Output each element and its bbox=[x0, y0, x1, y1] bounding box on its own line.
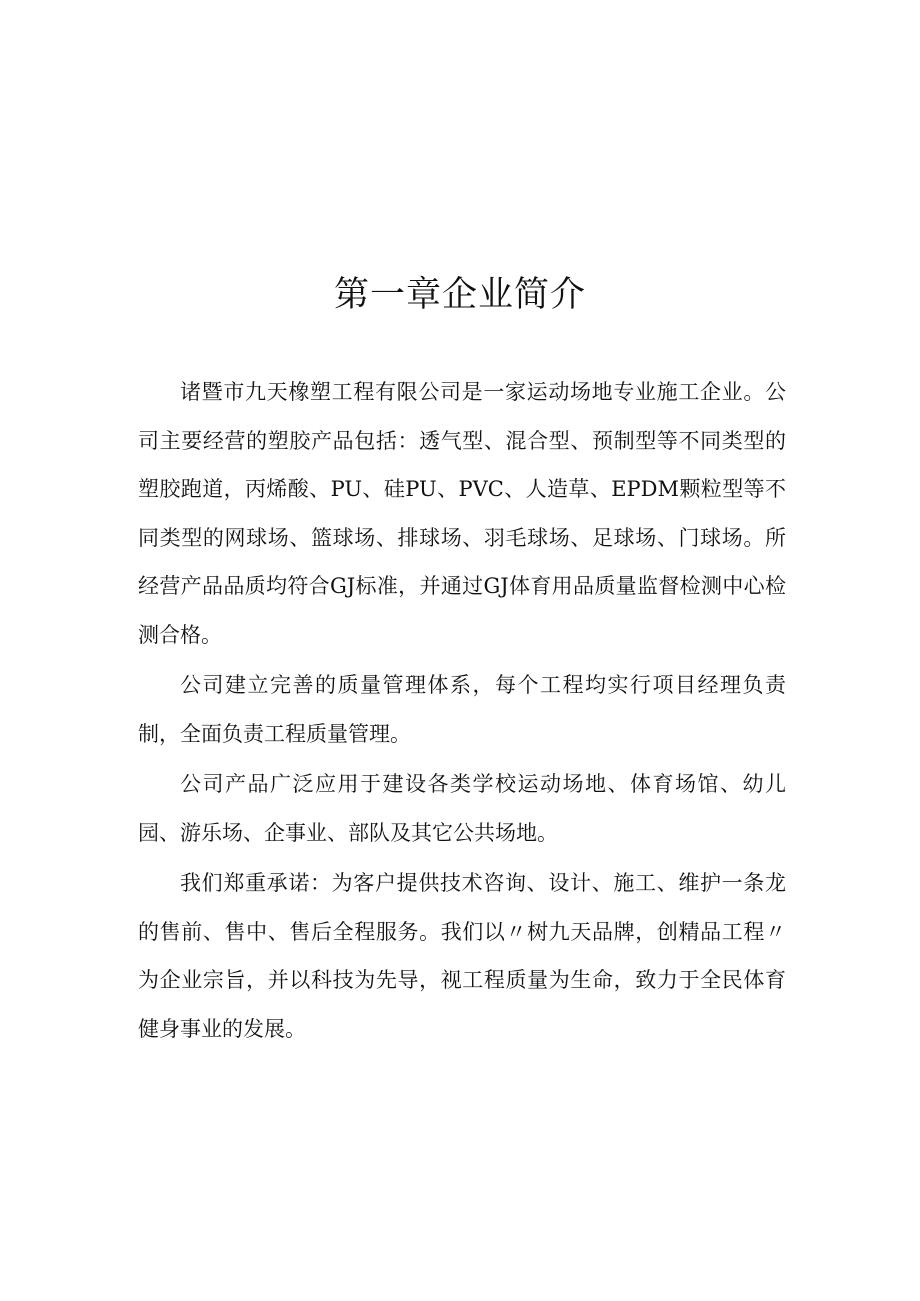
paragraph-applications: 公司产品广泛应用于建设各类学校运动场地、体育场馆、幼儿园、游乐场、企事业、部队及其它公共场地。 bbox=[138, 772, 786, 845]
paragraph-company-intro: 诸暨市九天橡塑工程有限公司是一家运动场地专业施工企业。公司主要经营的塑胶产品包括：透气型、混合型、预制型等不同类型的塑胶跑道，丙烯酸、PU、硅PU、PVC、人造草、EPDM颗粒型等不同类型的网球场、篮球场、排球场、羽毛球场、足球场、门球场。所经营产品品质均符合GJ标准，并通过GJ体育用品质量监督检测中心检测合格。 bbox=[138, 380, 786, 647]
paragraph-commitment: 我们郑重承诺：为客户提供技术咨询、设计、施工、维护一条龙的售前、售中、售后全程服务。我们以〃树九天品牌，创精品工程〃为企业宗旨，并以科技为先导，视工程质量为生命，致力于全民体育健身事业的发展。 bbox=[138, 871, 786, 1041]
document-body bbox=[138, 368, 786, 1055]
chapter-title: 第一章企业简介 bbox=[333, 275, 586, 315]
paragraph-quality-system: 公司建立完善的质量管理体系，每个工程均实行项目经理负责制，全面负责工程质量管理。 bbox=[138, 673, 786, 746]
